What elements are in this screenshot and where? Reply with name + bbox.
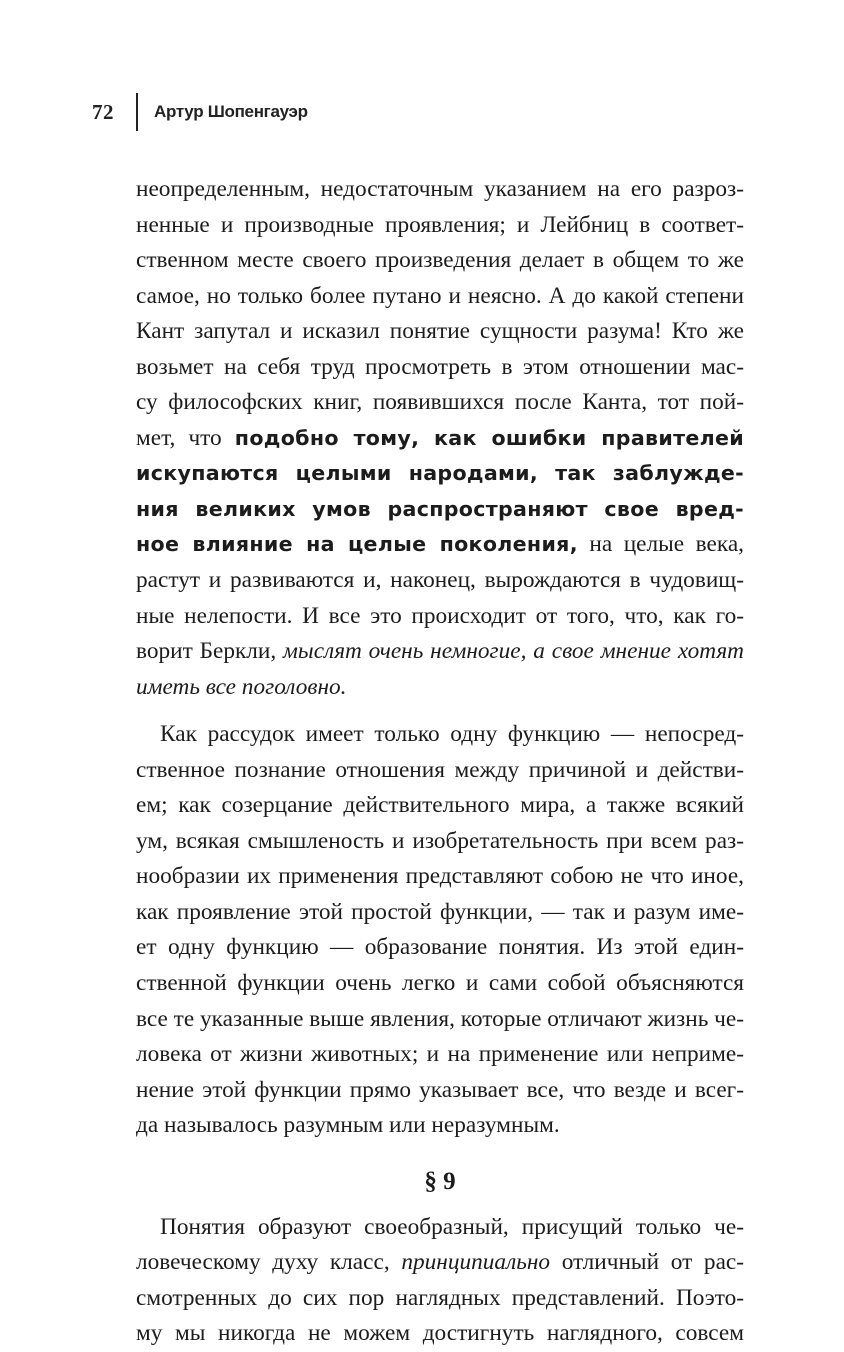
paragraph (136, 1210, 744, 1352)
paragraph (136, 717, 744, 1144)
text-line (136, 670, 744, 706)
text-run: отличный от рас- (550, 1249, 745, 1276)
text-line: все те указанные выше явления, которые отличают жизнь че- (136, 1005, 744, 1032)
text-line: возьмет на себя труд просмотреть в этом отношении мас- (136, 353, 744, 380)
text-line: смотренных до сих пор наглядных представлений. Поэто- (136, 1284, 744, 1311)
text-line (136, 1245, 744, 1281)
text-run: на целые века, (577, 531, 744, 558)
emphasis-bold: искупаются целыми народами, так заблужде- (136, 461, 744, 486)
text-line: растут и развиваются и, наконец, вырождаются в чудовищ- (136, 567, 744, 594)
text-run: ловеческому духу класс, (136, 1249, 402, 1276)
text-line: Кант запутал и исказил понятие сущности разума! Кто же (136, 318, 744, 345)
emphasis-bold: подобно тому, как ошибки правителей (234, 425, 744, 450)
body-text (136, 172, 744, 1352)
text-line: как проявление этой простой функции, — так и разум име- (136, 898, 744, 925)
text-line: ем; как созерцание действительного мира, а также всякий (136, 792, 744, 819)
text-line: ет одну функцию — образование понятия. Из этой един- (136, 934, 744, 961)
text-line: су философских книг, появившихся после Канта, тот пой- (136, 389, 744, 416)
text-line: му мы никогда не можем достигнуть наглядного, совсем (136, 1320, 744, 1347)
text-line: ственное познание отношения между причиной и действи- (136, 756, 744, 783)
text-line (136, 634, 744, 670)
text-run: мет, что (136, 424, 235, 451)
emphasis-bold: ное влияние на целые поколения, (136, 532, 578, 557)
text-run: ворит Беркли, (136, 638, 284, 665)
text-line: нообразии их применения представляют собою не что иное, (136, 863, 744, 890)
text-line: ум, всякая смышленость и изобретательность при всем раз- (136, 827, 744, 854)
text-line: нение этой функции прямо указывает все, что везде и всег- (136, 1076, 744, 1103)
header-divider (136, 93, 138, 131)
text-line: ные нелепости. И все это происходит от того, что, как го- (136, 602, 744, 629)
text-line (136, 456, 744, 492)
text-line: Как рассудок имеет только одну функцию — непосред- (160, 721, 744, 748)
running-head-author: Артур Шопенгауэр (154, 102, 308, 121)
page-number: 72 (92, 99, 114, 124)
text-line: ненные и производные проявления; и Лейбниц в соответ- (136, 211, 744, 238)
text-line: ственном месте своего произведения делает в общем то же (136, 247, 744, 274)
text-line: ственной функции очень легко и сами собой объясняются (136, 970, 744, 997)
text-line (136, 527, 744, 563)
emphasis-italic: принципиально (401, 1249, 551, 1276)
text-line (136, 421, 744, 457)
section-heading: § 9 (424, 1167, 456, 1195)
text-line: неопределенным, недостаточным указанием на его разроз- (136, 176, 744, 202)
paragraph (136, 172, 744, 705)
running-head (92, 92, 308, 132)
text-line: Понятия образуют своеобразный, присущий только че- (160, 1213, 744, 1240)
text-line (136, 492, 744, 528)
emphasis-italic: мыслят очень немногие, а свое мнение хотят (283, 638, 744, 665)
text-line: да называлось разумным или неразумным. (136, 1112, 560, 1139)
emphasis-bold: ния великих умов распространяют свое вред- (136, 496, 744, 521)
text-line: ловека от жизни животных; и на применение или неприме- (136, 1041, 744, 1068)
text-line: самое, но только более путано и неясно. А до какой степени (136, 282, 744, 309)
paragraph-gap (136, 705, 744, 717)
emphasis-italic: иметь все поголовно. (136, 673, 347, 700)
